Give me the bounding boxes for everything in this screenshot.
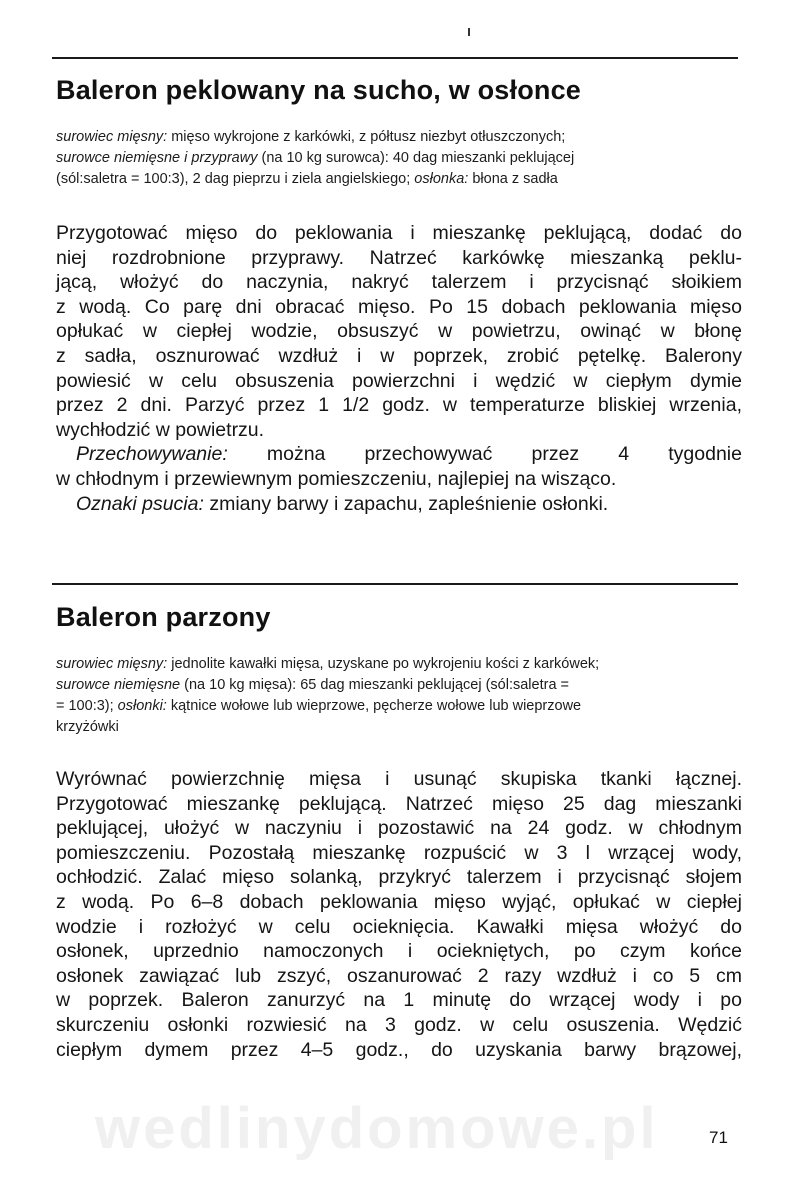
body-line: wychłodzić w powietrzu. — [56, 418, 265, 441]
storage-line-cont: w chłodnym i przewiewnym pomieszczeniu, najlepiej na wisząco. — [56, 467, 617, 490]
body-line: opłukać w ciepłej wodzie, obsuszyć w powietrzu, owinąć w błonę — [56, 320, 742, 343]
storage-line: Przechowywanie: można przechowywać przez 4 tygodnie — [76, 443, 742, 466]
spec-line: surowiec mięsny: mięso wykrojone z karkówki, z półtusz niezbyt otłuszczonych; — [56, 129, 566, 145]
body-line: z sadła, osznurować wzdłuż i w poprzek, zrobić pętelkę. Balerony — [56, 344, 742, 367]
body-line: niej rozdrobnione przyprawy. Natrzeć karkówkę mieszanką peklu- — [56, 246, 742, 269]
body-line: Wyrównać powierzchnię mięsa i usunąć skupiska tkanki łącznej. — [56, 768, 742, 790]
recipe-instructions-2 — [56, 767, 742, 1062]
body-line: z wodą. Po 6–8 dobach peklowania mięso wyjąć, opłukać w ciepłej — [56, 890, 742, 913]
section-divider-top — [52, 57, 738, 59]
body-line: powiesić w celu obsuszenia powierzchni i wędzić w ciepłym dymie — [56, 369, 742, 392]
body-line: ciepłym dymem przez 4–5 godz., do uzyskania barwy brązowej, — [56, 1038, 742, 1061]
section-divider-middle — [52, 583, 738, 585]
body-line: skurczeniu osłonki rozwiesić na 3 godz. w celu osuszenia. Wędzić — [56, 1013, 742, 1036]
page-number: 71 — [709, 1128, 728, 1147]
body-line: przez 2 dni. Parzyć przez 1 1/2 godz. w temperaturze bliskiej wrzenia, — [56, 394, 742, 417]
spec-line: krzyżówki — [56, 719, 119, 735]
spec-line: = 100:3); osłonki: kątnice wołowe lub wieprzowe, pęcherze wołowe lub wieprzowe — [56, 698, 582, 714]
recipe-title-1: Baleron peklowany na sucho, w osłonce — [56, 75, 582, 105]
body-line: Przygotować mieszankę peklującą. Natrzeć mięso 25 dag mieszanki — [56, 792, 742, 815]
body-line: jącą, włożyć do naczynia, nakryć talerzem i przycisnąć słoikiem — [56, 271, 742, 294]
spoilage-line: Oznaki psucia: zmiany barwy i zapachu, zapleśnienie osłonki. — [76, 492, 609, 515]
body-line: ochłodzić. Zalać mięso solanką, przykryć talerzem i przycisnąć słojem — [56, 866, 742, 889]
body-line: w poprzek. Baleron zanurzyć na 1 minutę do wrzącej wody i po — [56, 989, 742, 1012]
body-line: osłonek zawiązać lub zszyć, oszanurować 2 razy wzdłuż i co 5 cm — [56, 964, 742, 987]
ingredients-spec-1 — [56, 127, 740, 190]
spec-line: surowce niemięsne i przyprawy (na 10 kg surowca): 40 dag mieszanki peklującej — [56, 150, 575, 166]
spec-line: (sól:saletra = 100:3), 2 dag pieprzu i ziela angielskiego; osłonka: błona z sadła — [56, 171, 558, 187]
watermark: wedlinydomowe.pl — [95, 1096, 659, 1161]
spec-line: surowce niemięsne (na 10 kg mięsa): 65 dag mieszanki peklującej (sól:saletra = — [56, 677, 569, 693]
recipe-instructions-1 — [56, 221, 742, 516]
spec-line: surowiec mięsny: jednolite kawałki mięsa, uzyskane po wykrojeniu kości z karkówek; — [56, 656, 600, 672]
body-line: osłonek, uprzednio namoczonych i ociekniętych, po czym końce — [56, 940, 742, 963]
body-line: peklującej, ułożyć w naczyniu i pozostawić na 24 godz. w chłodnym — [56, 817, 742, 840]
ingredients-spec-2 — [56, 654, 740, 738]
scan-mark — [468, 28, 470, 36]
body-line: wodzie i rozłożyć w celu ocieknięcia. Kawałki mięsa włożyć do — [56, 915, 742, 938]
body-line: z wodą. Co parę dni obracać mięso. Po 15 dobach peklowania mięso — [56, 295, 742, 318]
body-line: pomieszczeniu. Pozostałą mieszankę rozpuścić w 3 l wrzącej wody, — [56, 841, 742, 864]
body-line: Przygotować mięso do peklowania i mieszankę peklującą, dodać do — [56, 222, 742, 244]
recipe-title-2: Baleron parzony — [56, 602, 271, 632]
